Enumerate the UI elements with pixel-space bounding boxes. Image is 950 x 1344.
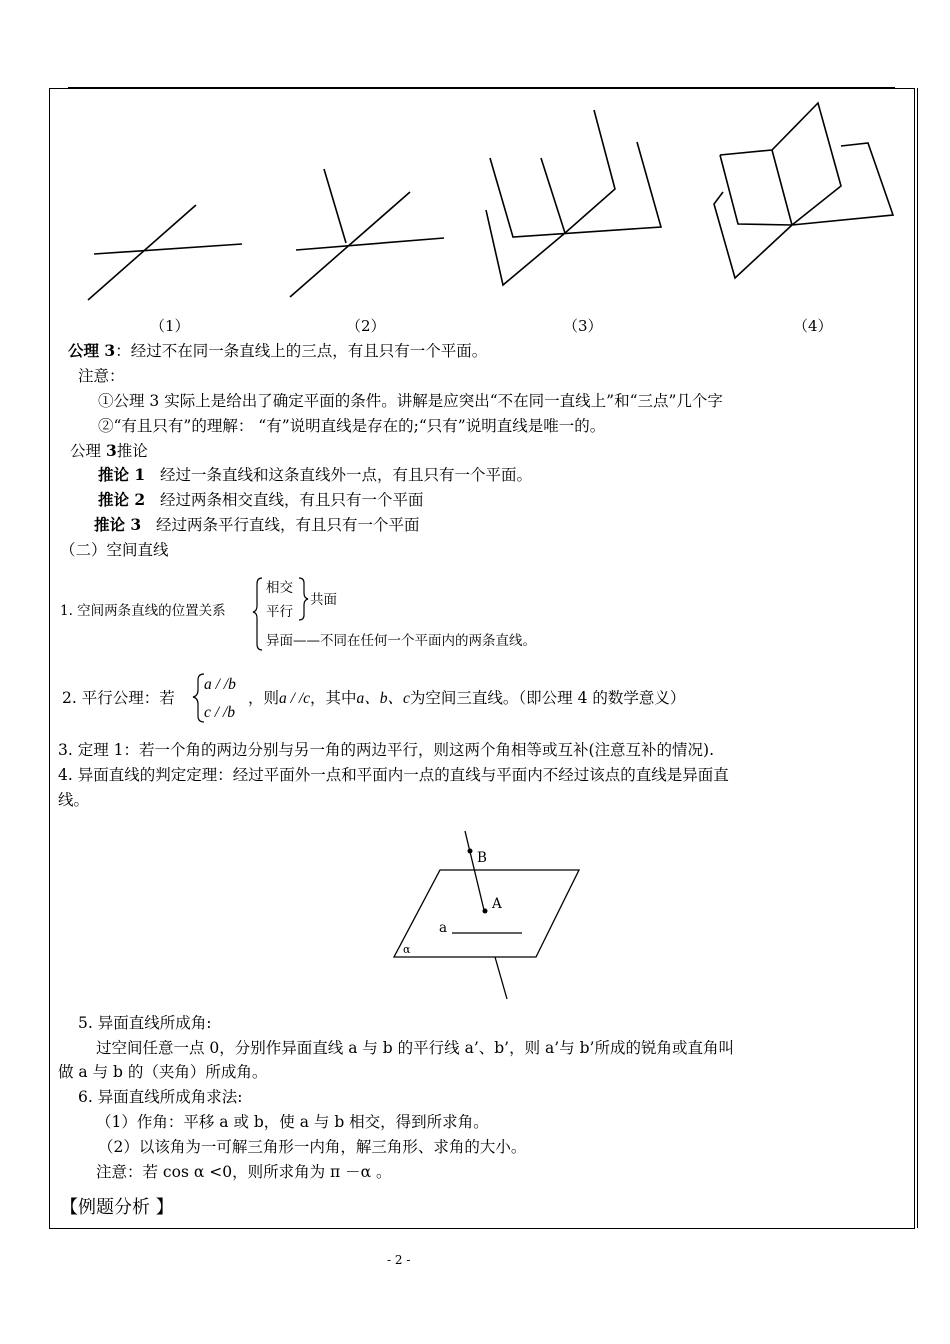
- item2-prefix: 2. 平行公理：若: [62, 689, 175, 707]
- point-a-label: A: [492, 896, 502, 912]
- example-heading: 【例题分析 】: [60, 1197, 174, 1218]
- relation-coplanar: 共面: [310, 592, 337, 608]
- section5-title: 5. 异面直线所成角:: [78, 1014, 212, 1032]
- item2-cond2: c / /b: [204, 704, 235, 721]
- item2-vars: a、b、c: [356, 690, 410, 707]
- figure-4-caption: （4）: [793, 317, 833, 335]
- section5-line1: 过空间任意一点 0，分别作异面直线 a 与 b 的平行线 a’、b’，则 a’与 b’所成的锐角或直角叫: [96, 1039, 734, 1057]
- item4-line2: 线。: [58, 791, 90, 809]
- section6-title: 6. 异面直线所成角求法:: [78, 1088, 243, 1106]
- corollary-2-label: 推论 2: [98, 490, 146, 509]
- section5-line2: 做 a 与 b 的（夹角）所成角。: [58, 1063, 268, 1081]
- line-a-label: a: [439, 920, 448, 936]
- axiom3-note-1: ①公理 3 实际上是给出了确定平面的条件。讲解是应突出“不在同一直线上”和“三点”几个字: [98, 392, 723, 410]
- plane-alpha-label: α: [403, 943, 411, 956]
- corollary-3-label: 推论 3: [94, 515, 142, 534]
- item4-line1: 4. 异面直线的判定定理：经过平面外一点和平面内一点的直线与平面内不经过该点的直线是异面直: [58, 766, 729, 784]
- item3-theorem: 3. 定理 1：若一个角的两边分别与另一角的两边平行，则这两个角相等或互补(注意互补的情况).: [58, 741, 715, 759]
- corollaries-title-suffix: 推论: [116, 442, 148, 460]
- corollary-1-text: 经过一条直线和这条直线外一点，有且只有一个平面。: [159, 466, 532, 484]
- corollary-2-text: 经过两条相交直线，有且只有一个平面: [159, 491, 424, 509]
- section6-step2: （2）以该角为一可解三角形一内角，解三角形、求角的大小。: [98, 1138, 527, 1156]
- item2-cond1: a / /b: [204, 676, 236, 693]
- axiom3-text: ：经过不在同一条直线上的三点，有且只有一个平面。: [115, 342, 488, 360]
- corollary-3-text: 经过两条平行直线，有且只有一个平面: [155, 516, 420, 534]
- item2-then: ，则: [248, 689, 280, 707]
- corollary-1-label: 推论 1: [98, 465, 146, 484]
- corollaries-title-num: 3: [105, 441, 117, 460]
- section6-note: 注意：若 cos α <0，则所求角为 π －α 。: [96, 1163, 392, 1181]
- figure-3-caption: （3）: [563, 317, 603, 335]
- relation-parallel: 平行: [266, 604, 293, 620]
- item2-tail1: ，其中: [310, 689, 357, 707]
- page-number: - 2 -: [387, 1253, 411, 1267]
- item2-tail2: 为空间三直线。（即公理 4 的数学意义）: [409, 689, 686, 707]
- figure-1-caption: （1）: [150, 317, 190, 335]
- section6-step1: （1）作角：平移 a 或 b，使 a 与 b 相交，得到所求角。: [96, 1113, 489, 1131]
- axiom3-label: 公理 3: [68, 341, 116, 360]
- point-b-label: B: [477, 850, 487, 866]
- section2-heading: （二）空间直线: [60, 541, 169, 559]
- item2-conclusion: a / /c: [279, 690, 311, 707]
- figure-2-caption: （2）: [346, 317, 386, 335]
- corollaries-title-prefix: 公理: [70, 442, 106, 460]
- relation-skew: 异面——不同在任何一个平面内的两条直线。: [266, 633, 536, 649]
- axiom3-note-label: 注意：: [78, 367, 125, 385]
- relation-intersect: 相交: [266, 580, 293, 596]
- axiom3-note-2: ②“有且只有”的理解： “有”说明直线是存在的;“只有”说明直线是唯一的。: [98, 417, 606, 435]
- item1-label: 1. 空间两条直线的位置关系: [60, 603, 226, 619]
